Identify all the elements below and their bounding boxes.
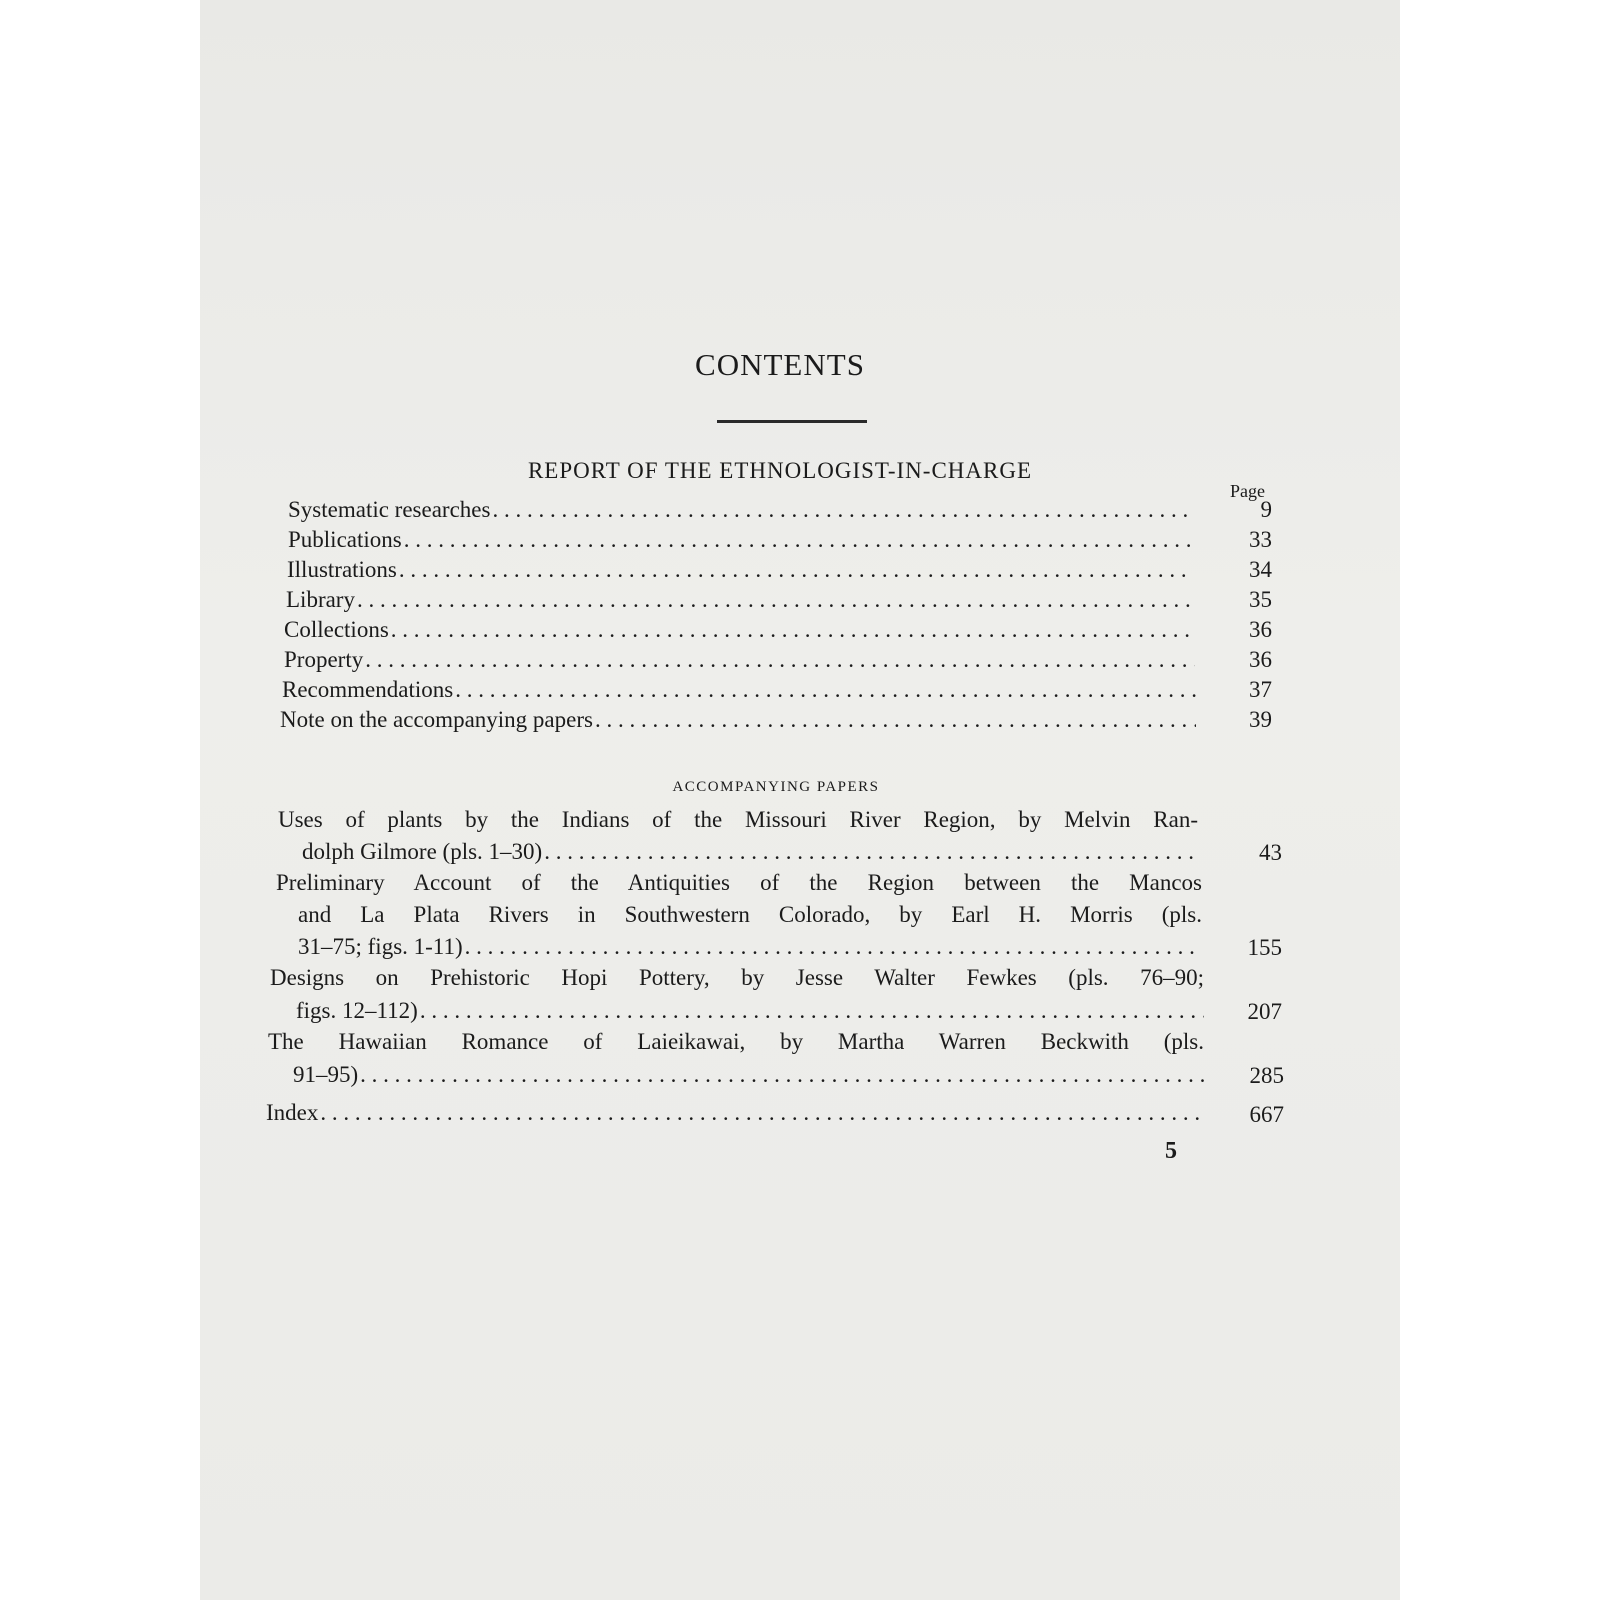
contents-title: CONTENTS [695,347,865,382]
toc-entry [287,555,1193,585]
toc-entry [288,495,1193,525]
title-rule [717,420,867,423]
toc-entry-page: 35 [1249,587,1272,612]
toc-entry-label: Library [286,587,355,612]
toc-entry-label: Collections [284,617,389,642]
paper-entry-label: 31–75; figs. 1-11) [298,934,463,959]
paper-entry-page: 207 [1247,999,1282,1024]
dot-leader [455,675,1196,705]
toc-entry [284,615,1194,645]
dot-leader [420,996,1204,1026]
dot-leader [357,585,1194,615]
toc-entry [284,645,1195,675]
toc-entry-label: Systematic researches [288,497,491,522]
dot-leader [320,1098,1206,1128]
toc-entry [282,675,1196,705]
dot-leader [544,837,1200,867]
dot-leader [595,705,1196,735]
paper-entry-page: 43 [1259,840,1282,865]
paper-entry-label: 91–95) [293,1062,359,1087]
toc-entry-page: 9 [1260,497,1272,522]
paper-entry-last-line [293,1060,1204,1090]
toc-entry-label: Recommendations [282,677,454,702]
book-page [200,0,1400,1600]
toc-entry [288,525,1193,555]
paper-entry-page: 285 [1249,1063,1284,1088]
index-entry [266,1098,1206,1128]
report-section-heading: REPORT OF THE ETHNOLOGIST-IN-CHARGE [527,458,1033,483]
toc-entry-label: Illustrations [287,557,397,582]
toc-entry-page: 37 [1249,677,1272,702]
dot-leader [465,932,1202,962]
toc-entry-page: 34 [1249,557,1272,582]
toc-entry [286,585,1194,615]
toc-entry [280,705,1196,735]
paper-title-line: The Hawaiian Romance of Laieikawai, by Martha Warren Beckwith (pls. [268,1029,1204,1054]
paper-entry-page: 155 [1247,935,1282,960]
paper-entry-last-line [298,932,1202,962]
paper-entry-last-line [296,996,1204,1026]
dot-leader [365,645,1195,675]
toc-entry-label: Property [284,647,364,672]
dot-leader [391,615,1194,645]
toc-entry-page: 39 [1249,707,1272,732]
index-entry-label: Index [266,1100,319,1125]
dot-leader [404,525,1193,555]
paper-entry-last-line [302,837,1200,867]
paper-entry-label: dolph Gilmore (pls. 1–30) [302,839,543,864]
paper-entry-label: figs. 12–112) [296,998,418,1023]
paper-title-line: Uses of plants by the Indians of the Missouri River Region, by Melvin Ran- [278,807,1198,832]
paper-title-line: and La Plata Rivers in Southwestern Colorado, by Earl H. Morris (pls. [298,902,1202,927]
dot-leader [360,1060,1204,1090]
dot-leader [399,555,1193,585]
toc-entry-page: 36 [1249,647,1272,672]
accompanying-papers-heading: ACCOMPANYING PAPERS [672,779,880,795]
dot-leader [492,495,1193,525]
paper-title-line: Designs on Prehistoric Hopi Pottery, by Jesse Walter Fewkes (pls. 76–90; [270,965,1204,990]
page-column-label: Page [1230,481,1265,501]
page-folio: 5 [1165,1138,1177,1164]
toc-entry-page: 33 [1249,527,1272,552]
toc-entry-page: 36 [1249,617,1272,642]
toc-entry-label: Publications [288,527,402,552]
paper-title-line: Preliminary Account of the Antiquities of the Region between the Mancos [276,870,1202,895]
index-entry-page: 667 [1249,1102,1284,1127]
toc-entry-label: Note on the accompanying papers [280,707,593,732]
